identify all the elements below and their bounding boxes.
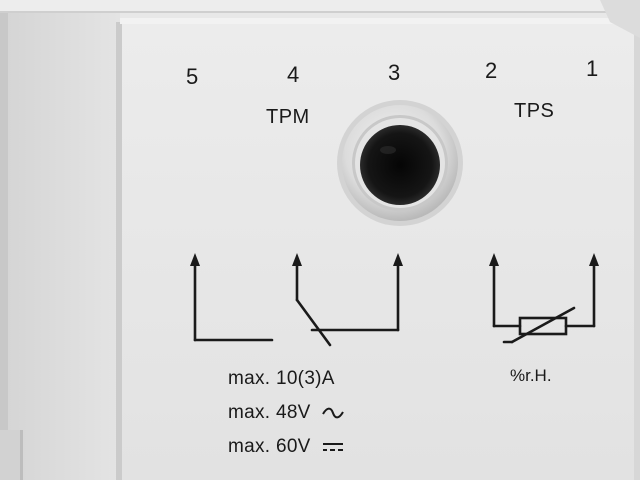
spec-dc-voltage <box>228 436 344 458</box>
terminal-3-label: 3 <box>388 60 401 85</box>
spec-current <box>228 368 335 390</box>
spec-ac-voltage-text: max. 48V <box>228 402 311 423</box>
spec-dc-voltage-text: max. 60V <box>228 436 311 457</box>
dc-symbol-icon <box>322 441 344 453</box>
relative-humidity-label: %r.H. <box>510 366 552 385</box>
tpm-label: TPM <box>266 106 310 128</box>
ac-symbol-icon <box>322 407 344 419</box>
terminal-5-label: 5 <box>186 64 199 89</box>
terminal-1-label: 1 <box>586 56 599 81</box>
terminal-4-label: 4 <box>287 62 300 87</box>
terminal-2-label: 2 <box>485 58 498 83</box>
tps-label: TPS <box>514 100 555 122</box>
spec-ac-voltage <box>228 402 344 424</box>
spec-current-text: max. 10(3)A <box>228 368 335 389</box>
